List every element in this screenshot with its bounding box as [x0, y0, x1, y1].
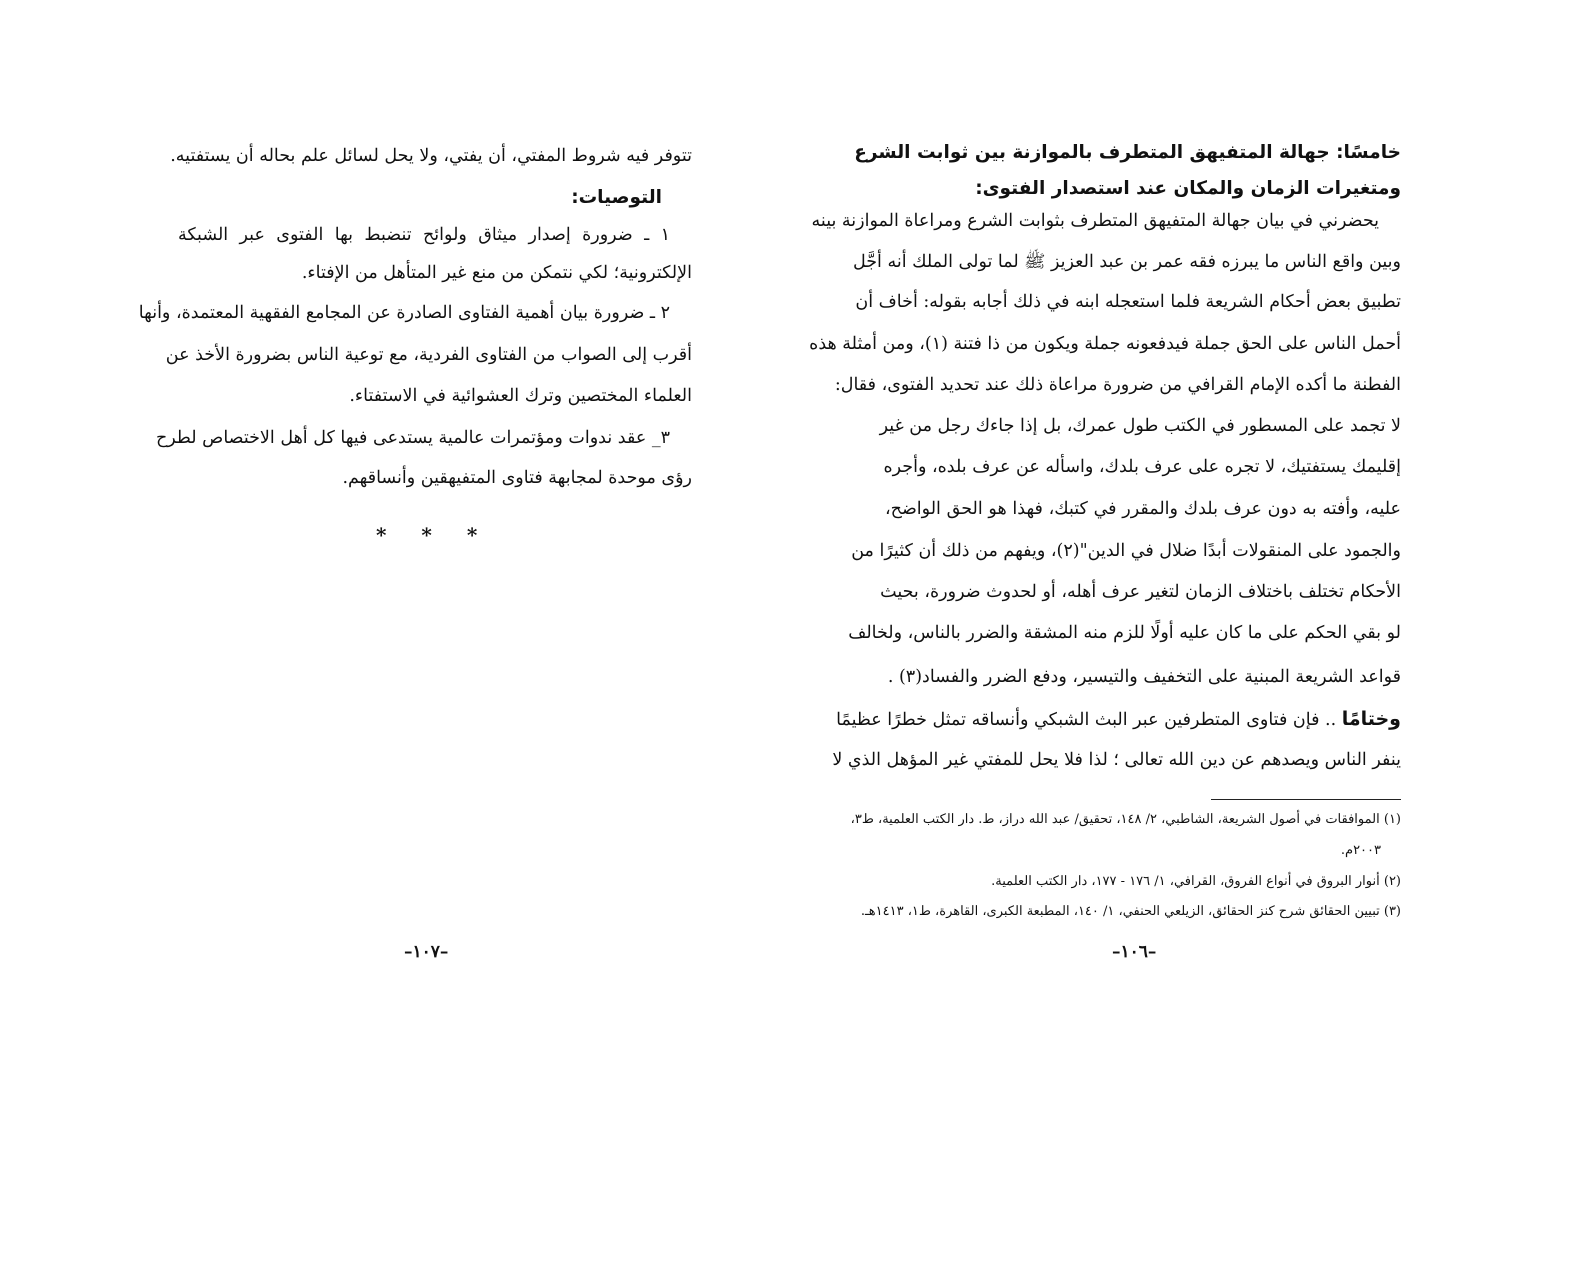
body-line: تطبيق بعض أحكام الشريعة فلما استعجله ابنه في ذلك أجابه بقوله: أخاف أن: [855, 292, 1401, 312]
recommendation-line: ٣_ عقد ندوات ومؤتمرات عالمية يستدعى فيها كل أهل الاختصاص لطرح: [155, 428, 670, 448]
body-line: وبين واقع الناس ما يبرزه فقه عمر بن عبد العزيز ﷺ لما تولى الملك أنه أجَّل: [852, 252, 1401, 272]
footnote: (٣) تبيين الحقائق شرح كنز الحقائق، الزيلعي الحنفي، ١/ ١٤٠، المطبعة الكبرى، القاهرة، ط١، ١٤١٣هـ.: [860, 904, 1401, 919]
footnote: (٢) أنوار البروق في أنواع الفروق، القرافي، ١/ ١٧٦ - ١٧٧، دار الكتب العلمية.: [991, 874, 1401, 889]
body-line: قواعد الشريعة المبنية على التخفيف والتيسير، ودفع الضرر والفساد(٣) .: [887, 667, 1401, 687]
page-number-right: –١٠٦–: [1112, 942, 1157, 962]
body-line: إقليمك يستفتيك، لا تجره على عرف بلدك، واسأله عن عرف بلده، وأجره: [883, 457, 1401, 477]
page-number-left: –١٠٧–: [404, 942, 449, 962]
body-line: عليه، وأفته به دون عرف بلدك والمقرر في كتبك، فهذا هو الحق الواضح،: [885, 499, 1401, 519]
recommendation-line: الإلكترونية؛ لكي نتمكن من منع غير المتأهل من الإفتاء.: [301, 263, 692, 283]
body-line: لو بقي الحكم على ما كان عليه أولًا للزم منه المشقة والضرر بالناس، ولخالف: [848, 623, 1401, 643]
body-line: يحضرني في بيان جهالة المتفيهق المتطرف بثوابت الشرع ومراعاة الموازنة بينه: [811, 211, 1379, 231]
body-line: لا تجمد على المسطور في الكتب طول عمرك، بل إذا جاءك رجل من غير: [879, 416, 1401, 436]
recommendations-heading: التوصيات:: [571, 187, 662, 208]
recommendation-line: أقرب إلى الصواب من الفتاوى الفردية، مع توعية الناس بضرورة الأخذ عن: [165, 345, 692, 365]
continued-line: تتوفر فيه شروط المفتي، أن يفتي، ولا يحل لسائل علم بحاله أن يستفتيه.: [170, 146, 692, 166]
body-line: الأحكام تختلف باختلاف الزمان لتغير عرف أهله، أو لحدوث ضرورة، بحيث: [880, 582, 1401, 602]
closing-paragraph-line-2: ينفر الناس ويصدهم عن دين الله تعالى ؛ لذا فلا يحل للمفتي غير المؤهل الذي لا: [832, 750, 1401, 770]
section-separator: * * *: [376, 523, 478, 547]
recommendation-line: ١ ـ ضرورة إصدار ميثاق ولوائح تنضبط بها الفتوى عبر الشبكة: [178, 225, 670, 245]
recommendation-line: رؤى موحدة لمجابهة فتاوى المتفيهقين وأنساقهم.: [342, 468, 692, 488]
body-line: أحمل الناس على الحق جملة فيدفعونه جملة ويكون من ذا فتنة (١)، ومن أمثلة هذه: [809, 334, 1401, 354]
closing-text: .. فإن فتاوى المتطرفين عبر البث الشبكي وأنساقه تمثل خطرًا عظيمًا: [836, 710, 1342, 730]
footnote: (١) الموافقات في أصول الشريعة، الشاطبي، ٢/ ١٤٨، تحقيق/ عبد الله دراز، ط. دار الكتب العلمية، ط٣،: [850, 812, 1401, 827]
footnote-separator: [1211, 799, 1401, 800]
footnote: ٢٠٠٣م.: [1340, 843, 1381, 858]
body-line: والجمود على المنقولات أبدًا ضلال في الدين"(٢)، ويفهم من ذلك أن كثيرًا من: [851, 541, 1401, 561]
recommendation-line: ٢ ـ ضرورة بيان أهمية الفتاوى الصادرة عن المجامع الفقهية المعتمدة، وأنها: [138, 303, 670, 323]
section-heading-line-1: خامسًا: جهالة المتفيهق المتطرف بالموازنة بين ثوابت الشرع: [854, 142, 1401, 163]
closing-lead: وختامًا: [1341, 708, 1401, 730]
section-heading-line-2: ومتغيرات الزمان والمكان عند استصدار الفتوى:: [975, 178, 1401, 199]
closing-paragraph-line-1: [836, 706, 1401, 733]
recommendation-line: العلماء المختصين وترك العشوائية في الاستفتاء.: [349, 386, 692, 406]
body-line: الفطنة ما أكده الإمام القرافي من ضرورة مراعاة ذلك عند تحديد الفتوى، فقال:: [834, 375, 1401, 395]
